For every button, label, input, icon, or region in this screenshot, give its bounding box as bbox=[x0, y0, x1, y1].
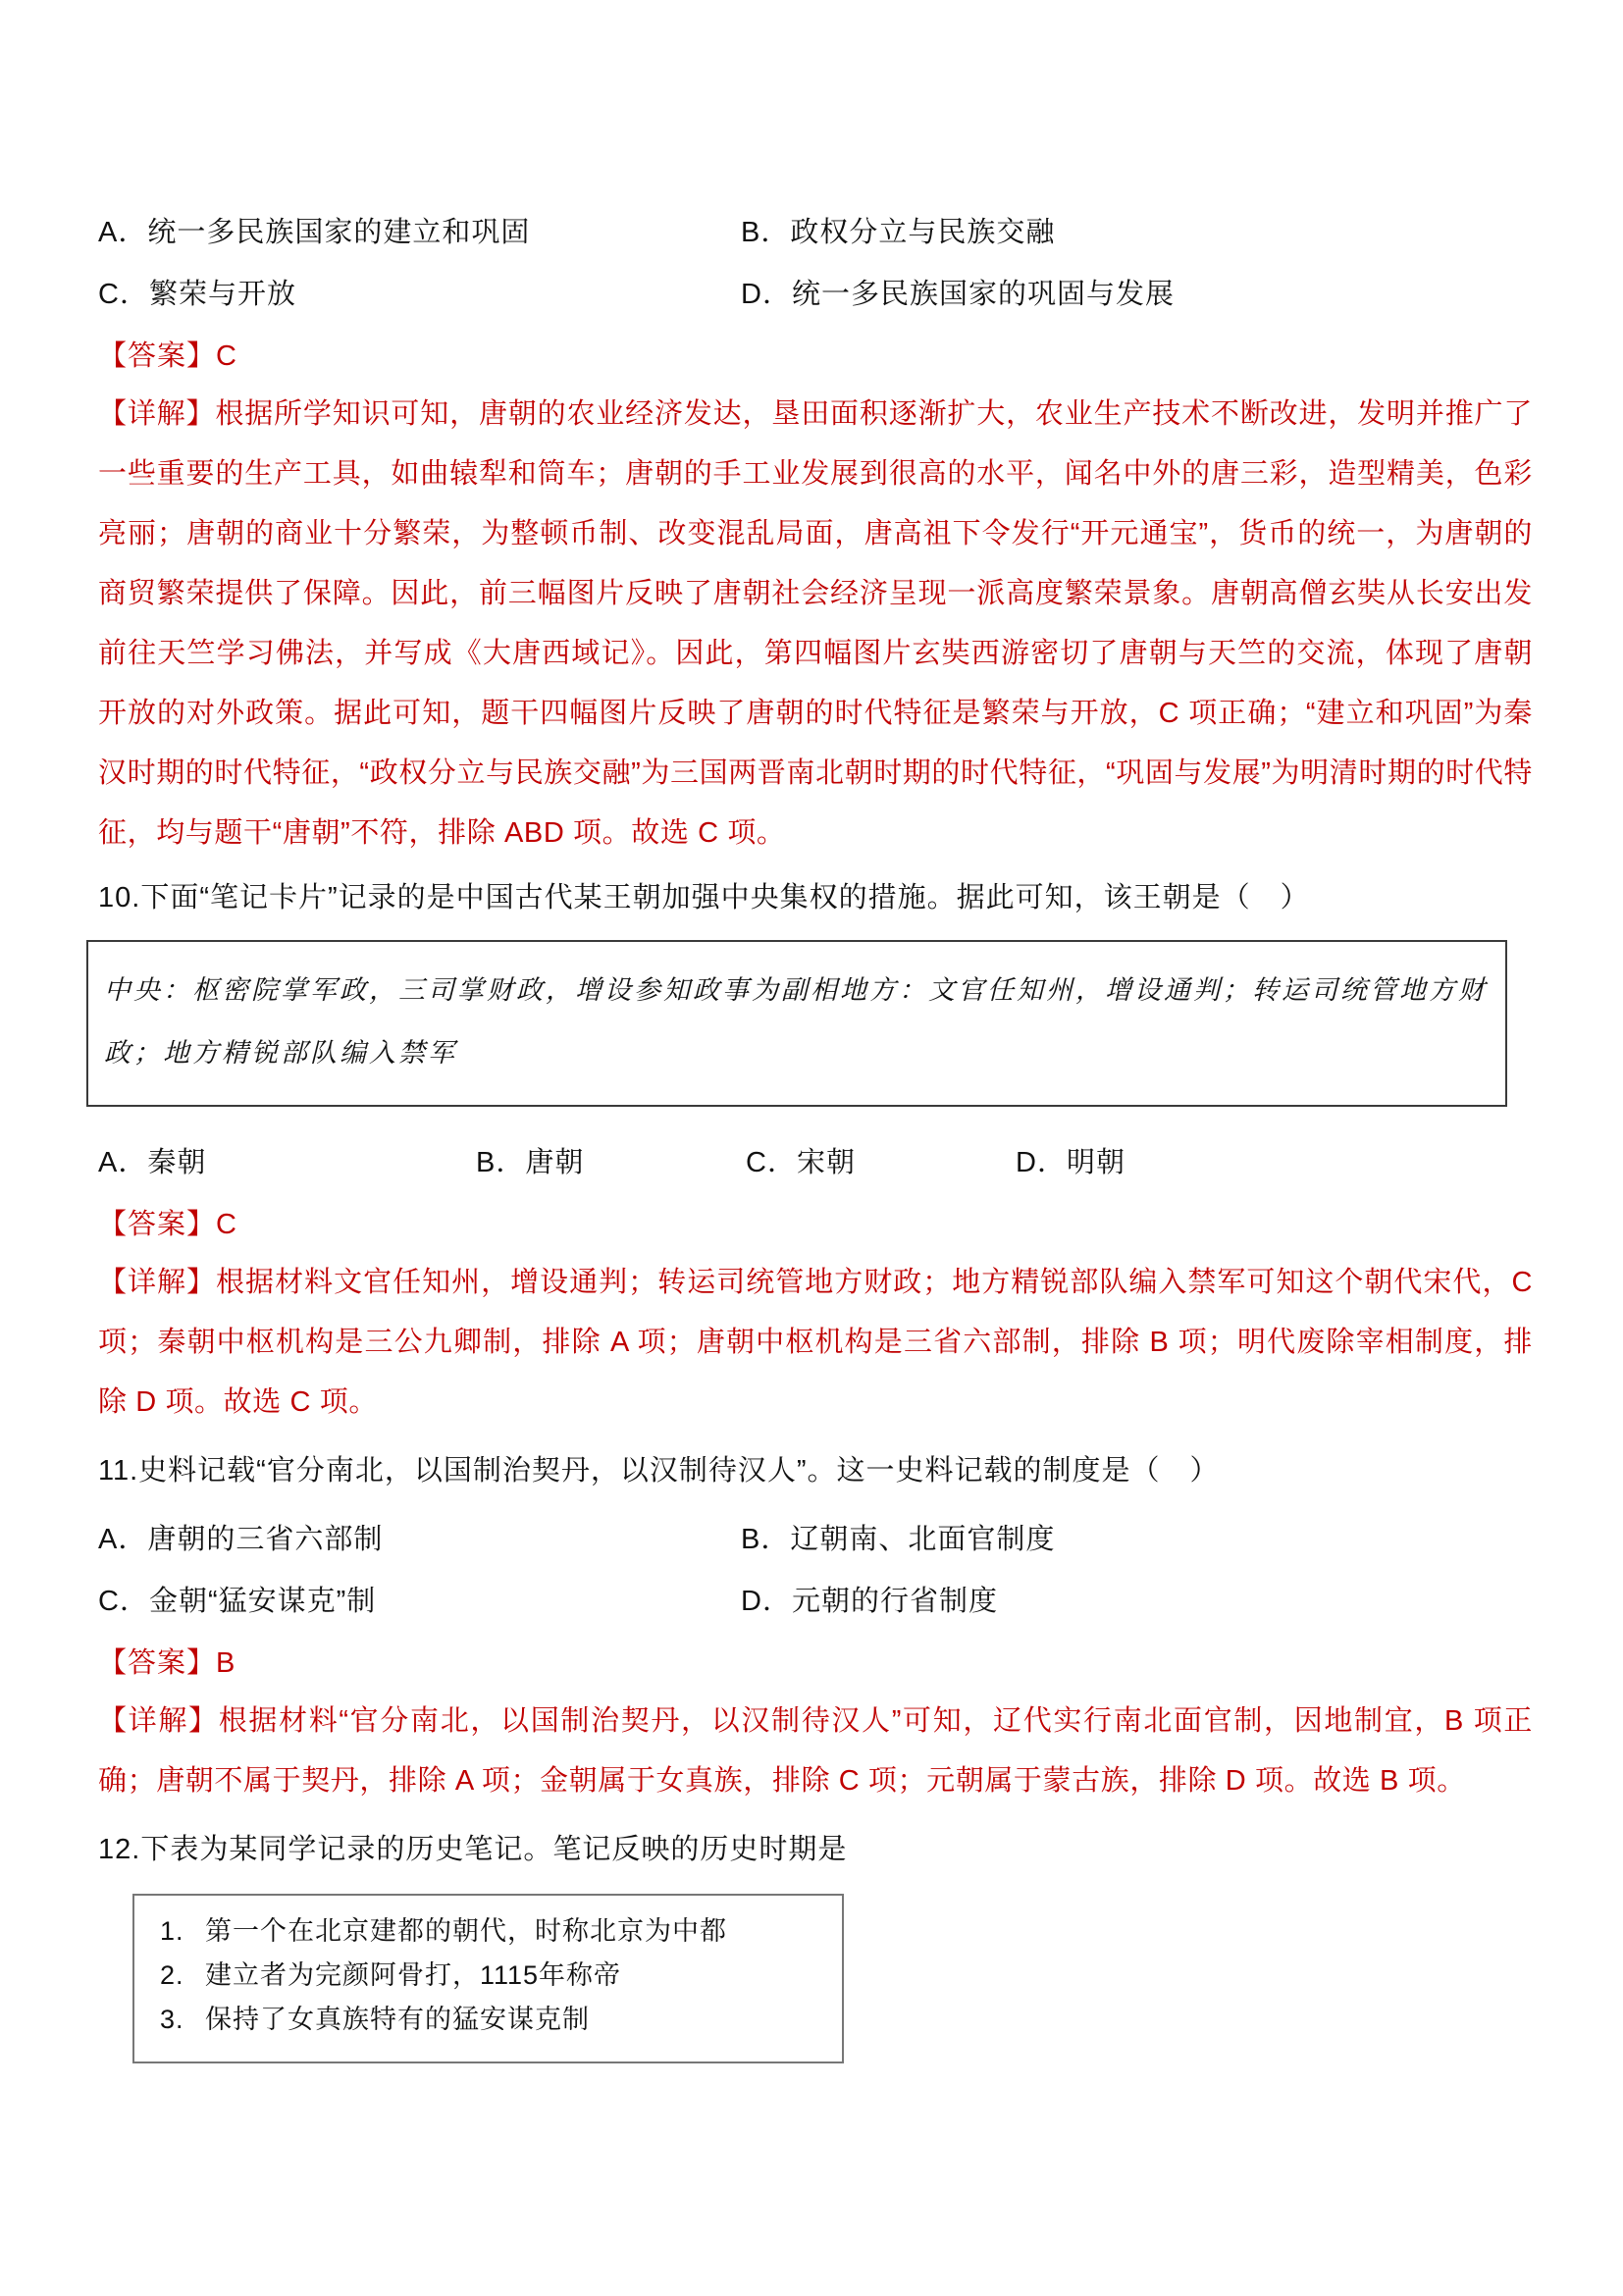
q10-option-a: A．秦朝 bbox=[98, 1147, 207, 1178]
q10-answer-line bbox=[98, 1210, 1533, 1239]
explain-label: 【详解】 bbox=[98, 398, 216, 430]
q11-option-c: C．金朝“猛安谋克”制 bbox=[98, 1586, 377, 1617]
q9-option-a: A．统一多民族国家的建立和巩固 bbox=[98, 217, 531, 248]
q10-option-b: B．唐朝 bbox=[476, 1147, 585, 1178]
q10-note-card bbox=[86, 940, 1507, 1107]
q9-answer-value: C bbox=[216, 340, 237, 372]
q12-note-3-number: 3. bbox=[160, 2005, 184, 2034]
q11-option-d: D．元朝的行省制度 bbox=[741, 1586, 998, 1617]
q9-explanation bbox=[98, 385, 1533, 863]
q9-options-row-1 bbox=[98, 218, 1533, 247]
q10-option-d: D．明朝 bbox=[1016, 1147, 1126, 1178]
explain-label: 【详解】 bbox=[98, 1705, 219, 1737]
q10-explanation bbox=[98, 1253, 1533, 1433]
q12-note-2-number: 2. bbox=[160, 1960, 184, 1990]
q12-notes-box bbox=[132, 1894, 844, 2063]
q10-stem: 10.下面“笔记卡片”记录的是中国古代某王朝加强中央集权的措施。据此可知，该王朝是（ ） bbox=[98, 882, 1310, 913]
q9-option-c: C．繁荣与开放 bbox=[98, 279, 296, 310]
answer-label: 【答案】 bbox=[98, 1209, 217, 1240]
q11-option-a: A．唐朝的三省六部制 bbox=[98, 1524, 384, 1555]
q10-option-c: C．宋朝 bbox=[746, 1147, 856, 1178]
answer-label: 【答案】 bbox=[98, 340, 217, 372]
q10-note-card-text: 中央：枢密院掌军政，三司掌财政，增设参知政事为副相地方：文官任知州，增设通判；转运司统管地方财政；地方精锐部队编入禁军 bbox=[104, 975, 1488, 1069]
answer-label: 【答案】 bbox=[98, 1647, 217, 1679]
q12-note-2-text: 建立者为完颜阿骨打，1115年称帝 bbox=[205, 1960, 622, 1990]
q12-stem: 12.下表为某同学记录的历史笔记。笔记反映的历史时期是 bbox=[98, 1834, 848, 1865]
q11-answer-value: B bbox=[216, 1647, 236, 1679]
explain-label: 【详解】 bbox=[98, 1267, 217, 1298]
q9-options-row-2 bbox=[98, 280, 1533, 309]
q12-note-1-text: 第一个在北京建都的朝代，时称北京为中都 bbox=[205, 1916, 727, 1946]
q11-stem: 11.史料记载“官分南北，以国制治契丹，以汉制待汉人”。这一史料记载的制度是（ ） bbox=[98, 1455, 1220, 1487]
q11-option-b: B．辽朝南、北面官制度 bbox=[741, 1524, 1056, 1555]
q11-answer-line bbox=[98, 1648, 1533, 1678]
q12-note-2 bbox=[152, 1954, 824, 1998]
q9-option-b: B．政权分立与民族交融 bbox=[741, 217, 1056, 248]
q10-explanation-text: 根据材料文官任知州，增设通判；转运司统管地方财政；地方精锐部队编入禁军可知这个朝代宋代，C 项；秦朝中枢机构是三公九卿制，排除 A 项；唐朝中枢机构是三省六部制，排除 B 项；明代废除宰相制度，排除 D 项。故选 C 项。 bbox=[98, 1267, 1533, 1418]
q12-note-3 bbox=[152, 1998, 824, 2042]
q12-note-3-text: 保持了女真族特有的猛安谋克制 bbox=[205, 2005, 590, 2034]
q12-note-1-number: 1. bbox=[160, 1916, 184, 1946]
q11-options-row-2 bbox=[98, 1587, 1533, 1616]
q9-explanation-text: 根据所学知识可知，唐朝的农业经济发达，垦田面积逐渐扩大，农业生产技术不断改进，发明并推广了一些重要的生产工具，如曲辕犁和筒车；唐朝的手工业发展到很高的水平，闻名中外的唐三彩，造型精美，色彩亮丽；唐朝的商业十分繁荣，为整顿币制、改变混乱局面，唐高祖下令发行“开元通宝”，货币的统一，为唐朝的商贸繁荣提供了保障。因此，前三幅图片反映了唐朝社会经济呈现一派高度繁荣景象。唐朝高僧玄奘从长安出发前往天竺学习佛法，并写成《大唐西域记》。因此，第四幅图片玄奘西游密切了唐朝与天竺的交流，体现了唐朝开放的对外政策。据此可知，题干四幅图片反映了唐朝的时代特征是繁荣与开放，C 项正确；“建立和巩固”为秦汉时期的时代特征，“政权分立与民族交融”为三国两晋南北朝时期的时代特征，“巩固与发展”为明清时期的时代特征，均与题干“唐朝”不符，排除 ABD 项。故选 C 项。 bbox=[98, 398, 1533, 849]
q11-explanation bbox=[98, 1692, 1533, 1811]
q11-explanation-text: 根据材料“官分南北，以国制治契丹，以汉制待汉人”可知，辽代实行南北面官制，因地制宜，B 项正确；唐朝不属于契丹，排除 A 项；金朝属于女真族，排除 C 项；元朝属于蒙古族，排除 D 项。故选 B 项。 bbox=[98, 1705, 1533, 1797]
q11-options-row-1 bbox=[98, 1525, 1533, 1554]
q10-options-row bbox=[98, 1148, 1533, 1177]
q9-answer-line bbox=[98, 341, 1533, 371]
page-content bbox=[98, 0, 1533, 2063]
q12-note-1 bbox=[152, 1909, 824, 1954]
q10-answer-value: C bbox=[216, 1209, 237, 1240]
q9-option-d: D．统一多民族国家的巩固与发展 bbox=[741, 279, 1175, 310]
